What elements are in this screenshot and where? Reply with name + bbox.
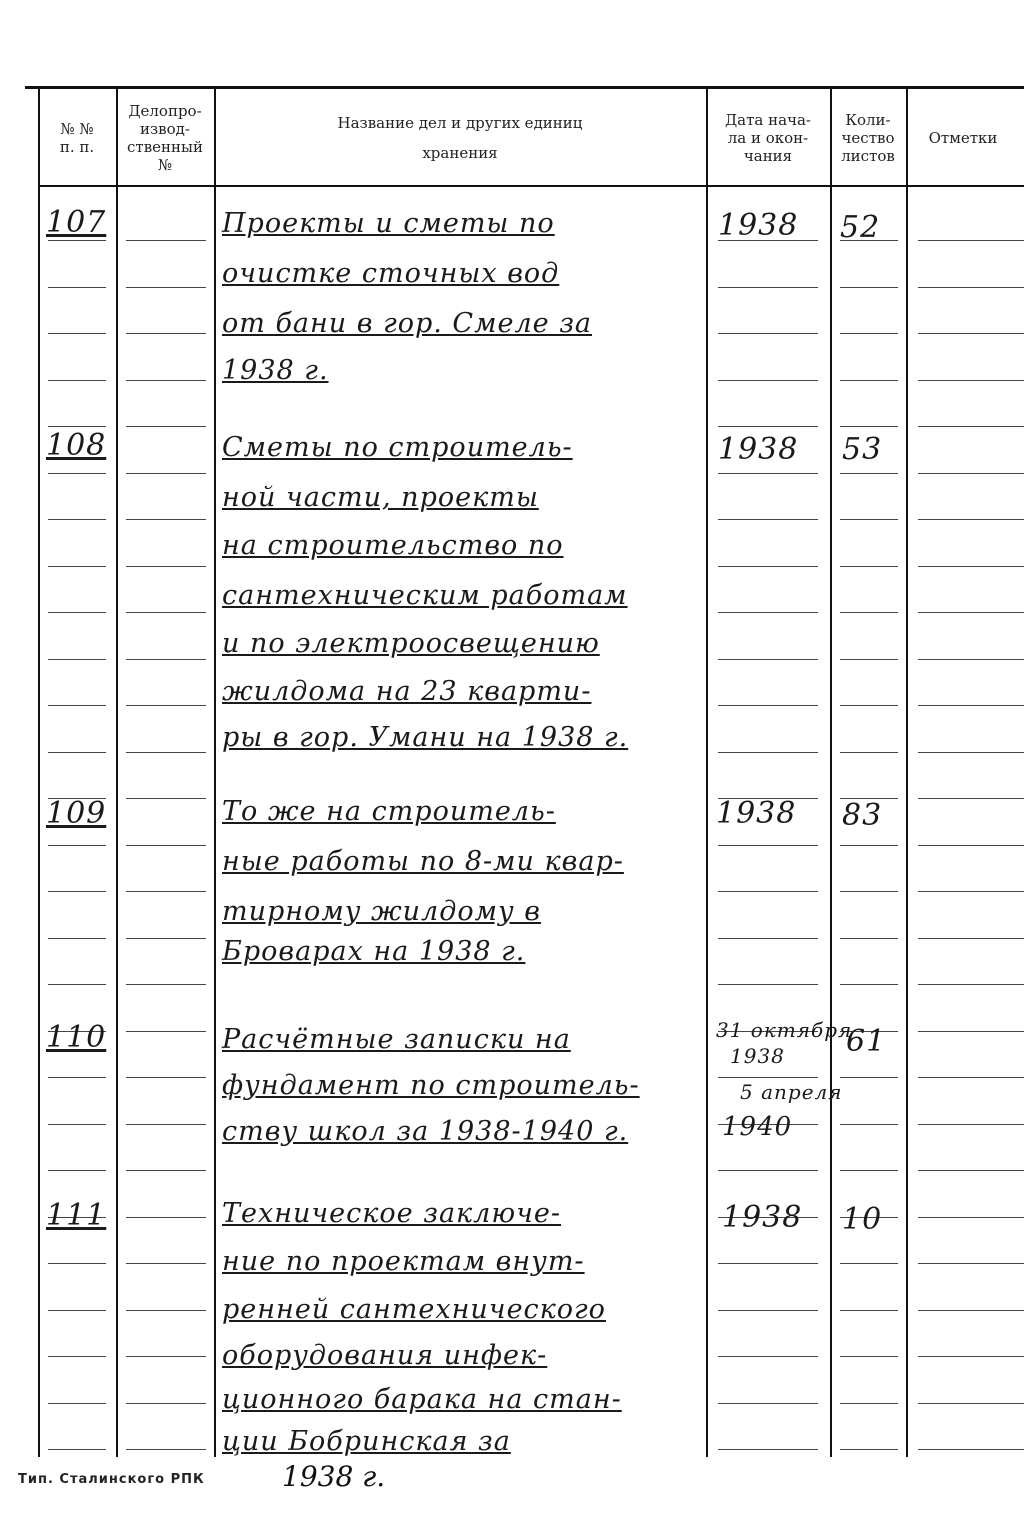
ruled-line [718,1356,818,1357]
ruled-line [126,984,206,985]
entry-title-line: на строительство по [222,530,564,561]
ruled-line [840,1356,898,1357]
ruled-line [48,566,106,567]
ruled-line [48,380,106,381]
entry-number: 110 [46,1020,107,1055]
ruled-line [48,426,106,427]
ruled-line [48,938,106,939]
ruled-line [840,938,898,939]
printer-imprint: Тип. Сталинского РПК [18,1472,205,1487]
ruled-line [126,287,206,288]
entry-title-line: жилдома на 23 кварти- [222,676,592,707]
ruled-line [126,705,206,706]
ruled-line [918,659,1024,660]
entry-title-line: 1938 г. [222,355,329,386]
ruled-line [918,1310,1024,1311]
ruled-line [126,519,206,520]
ruled-line [126,473,206,474]
ruled-line [918,473,1024,474]
entry-title-line: сантехническим работам [222,580,628,611]
ruled-line [126,891,206,892]
ruled-line [918,938,1024,939]
ruled-line [840,1449,898,1450]
ruled-line [918,891,1024,892]
ruled-line [718,1170,818,1171]
ruled-line [48,1170,106,1171]
ruled-line [840,566,898,567]
ruled-line [918,845,1024,846]
ruled-line [48,984,106,985]
ruled-line [126,1310,206,1311]
ruled-line [48,473,106,474]
ruled-line [126,752,206,753]
ruled-line [126,566,206,567]
ruled-line [126,1170,206,1171]
ruled-line [718,380,818,381]
ruled-line [718,287,818,288]
entry-title-line: Сметы по строитель- [222,432,573,463]
ruled-line [840,659,898,660]
ruled-line [48,705,106,706]
entry-date: 1938 [722,1200,803,1235]
entry-date: 1938 [718,432,799,467]
ruled-line [918,287,1024,288]
header-office-text: Делопро- извод- ственный № [127,101,203,174]
entry-title-line: То же на строитель- [222,796,556,827]
ruled-line [718,612,818,613]
entry-number: 107 [46,205,107,240]
entry-date: 1938 [716,796,797,831]
ruled-line [840,519,898,520]
ruled-line [918,240,1024,241]
ruled-line [840,1310,898,1311]
ruled-line [48,333,106,334]
ruled-line [840,1403,898,1404]
entry-title-line: ству школ за 1938-1940 г. [222,1116,629,1147]
ruled-line [840,1124,898,1125]
ruled-line [48,1263,106,1264]
ruled-line [840,752,898,753]
ruled-line [48,1403,106,1404]
ruled-line [918,380,1024,381]
ruled-line [718,519,818,520]
ruled-line [840,705,898,706]
header-notes-text: Отметки [928,128,998,147]
entry-title-line: от бани в гор. Смеле за [222,308,593,339]
ruled-line [840,845,898,846]
ruled-line [718,845,818,846]
ruled-line [126,1077,206,1078]
ruled-line [918,1077,1024,1078]
entry-date-start: 31 октября [716,1018,853,1042]
ruled-line [48,1077,106,1078]
entry-title-line: фундамент по строитель- [222,1070,640,1101]
ruled-line [718,659,818,660]
entry-date-start-year: 1938 [730,1044,785,1068]
entry-title-line: оборудования инфек- [222,1340,548,1371]
ruled-line [918,1449,1024,1450]
entry-number: 108 [46,428,107,463]
ruled-line [48,752,106,753]
ruled-line [48,845,106,846]
ruled-line [48,519,106,520]
ruled-line [718,752,818,753]
entry-sheets: 52 [840,210,881,245]
ruled-line [840,426,898,427]
ruled-line [918,612,1024,613]
entry-sheets: 53 [842,432,883,467]
ruled-line [918,752,1024,753]
entry-title-line: ции Бобринская за [222,1426,511,1457]
ruled-line [918,1217,1024,1218]
ruled-line [126,1031,206,1032]
ruled-line [918,1124,1024,1125]
ruled-line [718,426,818,427]
ruled-line [918,1031,1024,1032]
ruled-line [840,333,898,334]
ruled-line [840,891,898,892]
ruled-line [48,1356,106,1357]
ruled-line [48,659,106,660]
entry-date-end: 5 апреля [740,1080,843,1104]
ruled-line [718,333,818,334]
ruled-line [918,519,1024,520]
ruled-line [126,1403,206,1404]
entry-title-line: очистке сточных вод [222,258,560,289]
ruled-line [126,333,206,334]
ruled-line [840,380,898,381]
entry-title-line: ры в гор. Умани на 1938 г. [222,722,629,753]
entry-date-end-year: 1940 [722,1112,793,1142]
ruled-line [718,1403,818,1404]
ruled-line [48,1310,106,1311]
entry-sheets: 61 [846,1024,887,1059]
ruled-line [718,1449,818,1450]
header-sheets-text: Коли- чество листов [841,110,895,165]
ruled-line [718,705,818,706]
ruled-line [48,240,106,241]
ruled-line [918,984,1024,985]
ruled-line [126,1263,206,1264]
ruled-line [126,938,206,939]
ruled-line [918,566,1024,567]
entry-sheets: 83 [842,798,883,833]
entry-title-line: Расчётные записки на [222,1024,571,1055]
entry-title-line: ние по проектам внут- [222,1246,585,1277]
entry-title-line: тирному жилдому в [222,896,541,927]
ruled-line [126,798,206,799]
ruled-line [840,473,898,474]
ruled-line [840,287,898,288]
ruled-line [718,1310,818,1311]
ruled-line [126,612,206,613]
ruled-line [126,426,206,427]
ruled-line [126,1217,206,1218]
entry-date: 1938 [718,208,799,243]
ruled-line [918,1403,1024,1404]
ruled-line [126,845,206,846]
ruled-line [126,380,206,381]
entry-title-line: ной части, проекты [222,482,539,513]
ruled-line [918,426,1024,427]
ruled-line [718,938,818,939]
ruled-line [918,1356,1024,1357]
ruled-line [918,705,1024,706]
ruled-line [840,1077,898,1078]
ruled-line [48,891,106,892]
ruled-line [48,287,106,288]
ruled-line [840,1263,898,1264]
ruled-line [918,1263,1024,1264]
entry-number: 111 [46,1198,107,1233]
ruled-line [718,473,818,474]
entry-title-line: и по электроосвещению [222,628,600,659]
ruled-line [718,891,818,892]
ruled-line [126,659,206,660]
ruled-line [48,612,106,613]
entry-number: 109 [46,796,107,831]
ruled-line [918,1170,1024,1171]
ruled-line [918,798,1024,799]
ruled-line [48,1449,106,1450]
ruled-line [48,1124,106,1125]
ruled-line [718,1077,818,1078]
entry-sheets: 10 [842,1202,883,1237]
entry-title-line: ные работы по 8-ми квар- [222,846,624,877]
entry-title-line: ренней сантехнического [222,1294,606,1325]
ruled-line [840,984,898,985]
entry-title-line: Проекты и сметы по [222,208,555,239]
ruled-line [840,1170,898,1171]
ruled-line [126,1124,206,1125]
header-title-text: Название дел и других единиц хранения [337,113,583,162]
ruled-line [718,566,818,567]
ruled-line [918,333,1024,334]
ruled-line [840,612,898,613]
header-num-text: № № п. п. [59,119,95,156]
entry-title-line: ционного барака на стан- [222,1384,622,1415]
ruled-line [126,1449,206,1450]
ruled-line [126,240,206,241]
entry-title-line: Броварах на 1938 г. [222,936,526,967]
ruled-line [718,984,818,985]
entry-title-line: Техническое заключе- [222,1198,562,1229]
ruled-line [126,1356,206,1357]
ruled-line [718,1263,818,1264]
header-dates-text: Дата нача- ла и окон- чания [724,110,811,165]
entry-continuation: 1938 г. [282,1460,386,1493]
